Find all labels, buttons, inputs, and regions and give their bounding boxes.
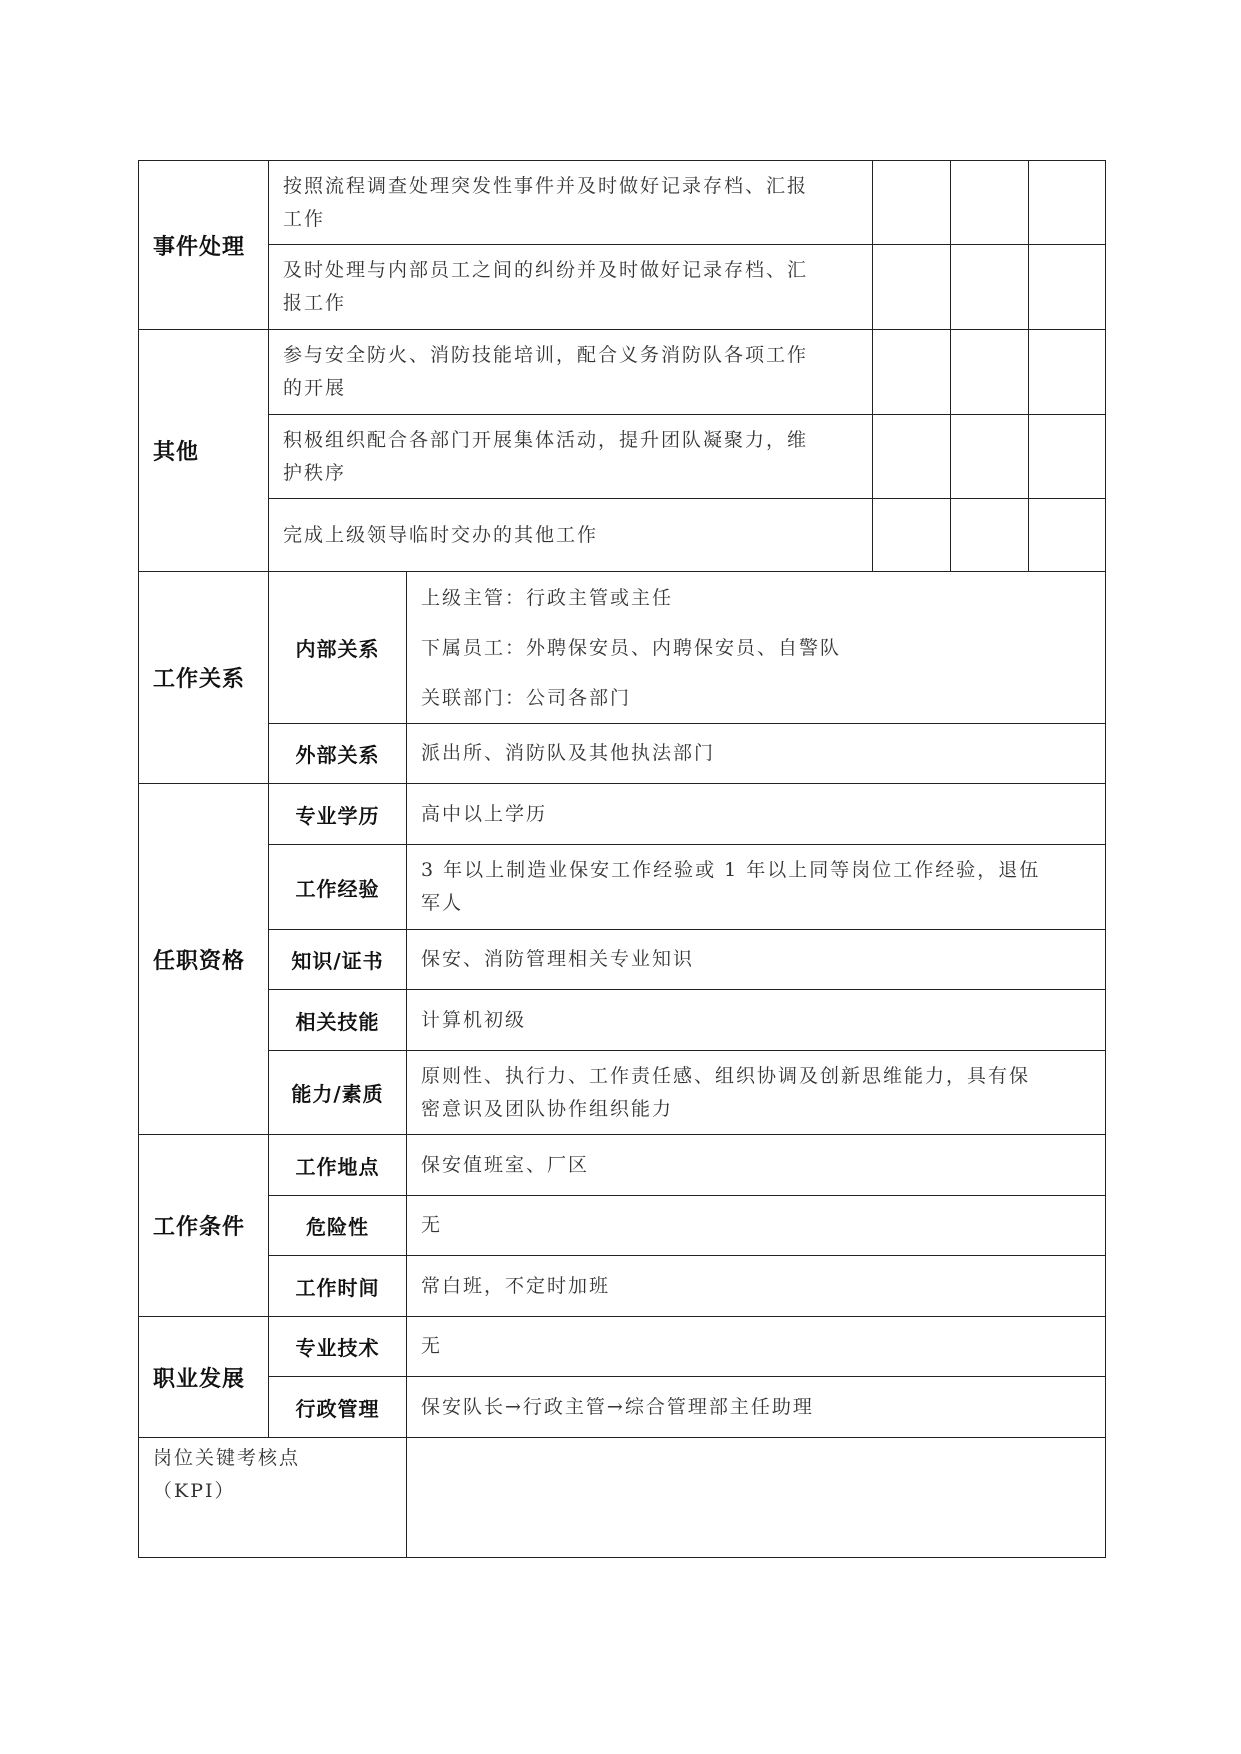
category-work-conditions: 工作条件 <box>139 1135 269 1317</box>
qualification-value: 3 年以上制造业保安工作经验或 1 年以上同等岗位工作经验，退伍 军人 <box>407 845 1106 930</box>
kpi-value <box>407 1438 1106 1558</box>
qualification-row <box>139 1051 1106 1135</box>
rating-cell <box>951 499 1029 572</box>
category-other: 其他 <box>139 330 269 572</box>
external-relations-value: 派出所、消防队及其他执法部门 <box>407 724 1106 784</box>
duty-row <box>139 499 1106 572</box>
rating-cell <box>951 415 1029 499</box>
rating-cell <box>951 161 1029 245</box>
rating-cell <box>1029 415 1106 499</box>
condition-row <box>139 1256 1106 1317</box>
internal-relations-value: 上级主管：行政主管或主任 下属员工：外聘保安员、内聘保安员、自警队 关联部门：公司各部门 <box>407 572 1106 724</box>
category-event-handling: 事件处理 <box>139 161 269 330</box>
condition-value: 保安值班室、厂区 <box>407 1135 1106 1196</box>
kpi-row <box>139 1438 1106 1558</box>
rating-cell <box>873 330 951 415</box>
category-qualifications: 任职资格 <box>139 784 269 1135</box>
duty-item: 参与安全防火、消防技能培训，配合义务消防队各项工作 的开展 <box>269 330 873 415</box>
career-row <box>139 1317 1106 1377</box>
duty-item: 按照流程调查处理突发性事件并及时做好记录存档、汇报 工作 <box>269 161 873 245</box>
career-label: 行政管理 <box>269 1377 407 1438</box>
rating-cell <box>873 245 951 330</box>
duty-row <box>139 330 1106 415</box>
qualification-label: 能力/素质 <box>269 1051 407 1135</box>
rating-cell <box>1029 499 1106 572</box>
rating-cell <box>873 161 951 245</box>
qualification-label: 专业学历 <box>269 784 407 845</box>
rating-cell <box>873 499 951 572</box>
condition-value: 无 <box>407 1196 1106 1256</box>
qualification-row <box>139 930 1106 990</box>
qualification-value: 高中以上学历 <box>407 784 1106 845</box>
rating-cell <box>1029 245 1106 330</box>
career-value: 无 <box>407 1317 1106 1377</box>
condition-label: 工作时间 <box>269 1256 407 1317</box>
qualification-row <box>139 845 1106 930</box>
qualification-row <box>139 784 1106 845</box>
internal-relations-label: 内部关系 <box>269 572 407 724</box>
kpi-label: 岗位关键考核点 （KPI） <box>139 1438 407 1558</box>
condition-label: 工作地点 <box>269 1135 407 1196</box>
qualification-label: 工作经验 <box>269 845 407 930</box>
condition-label: 危险性 <box>269 1196 407 1256</box>
qualification-value: 计算机初级 <box>407 990 1106 1051</box>
career-value: 保安队长→行政主管→综合管理部主任助理 <box>407 1377 1106 1438</box>
relations-row <box>139 724 1106 784</box>
qualification-value: 保安、消防管理相关专业知识 <box>407 930 1106 990</box>
duty-item: 及时处理与内部员工之间的纠纷并及时做好记录存档、汇 报工作 <box>269 245 873 330</box>
job-description-table <box>138 160 1106 1558</box>
condition-value: 常白班，不定时加班 <box>407 1256 1106 1317</box>
duty-row <box>139 161 1106 245</box>
condition-row <box>139 1135 1106 1196</box>
career-label: 专业技术 <box>269 1317 407 1377</box>
duty-item: 完成上级领导临时交办的其他工作 <box>269 499 873 572</box>
qualification-label: 知识/证书 <box>269 930 407 990</box>
rating-cell <box>951 330 1029 415</box>
rating-cell <box>1029 161 1106 245</box>
rating-cell <box>951 245 1029 330</box>
rating-cell <box>873 415 951 499</box>
condition-row <box>139 1196 1106 1256</box>
career-row <box>139 1377 1106 1438</box>
external-relations-label: 外部关系 <box>269 724 407 784</box>
relations-row <box>139 572 1106 724</box>
qualification-label: 相关技能 <box>269 990 407 1051</box>
qualification-value: 原则性、执行力、工作责任感、组织协调及创新思维能力，具有保 密意识及团队协作组织能力 <box>407 1051 1106 1135</box>
rating-cell <box>1029 330 1106 415</box>
qualification-row <box>139 990 1106 1051</box>
duty-row <box>139 415 1106 499</box>
duty-item: 积极组织配合各部门开展集体活动，提升团队凝聚力，维 护秩序 <box>269 415 873 499</box>
category-career-development: 职业发展 <box>139 1317 269 1438</box>
category-work-relations: 工作关系 <box>139 572 269 784</box>
duty-row <box>139 245 1106 330</box>
